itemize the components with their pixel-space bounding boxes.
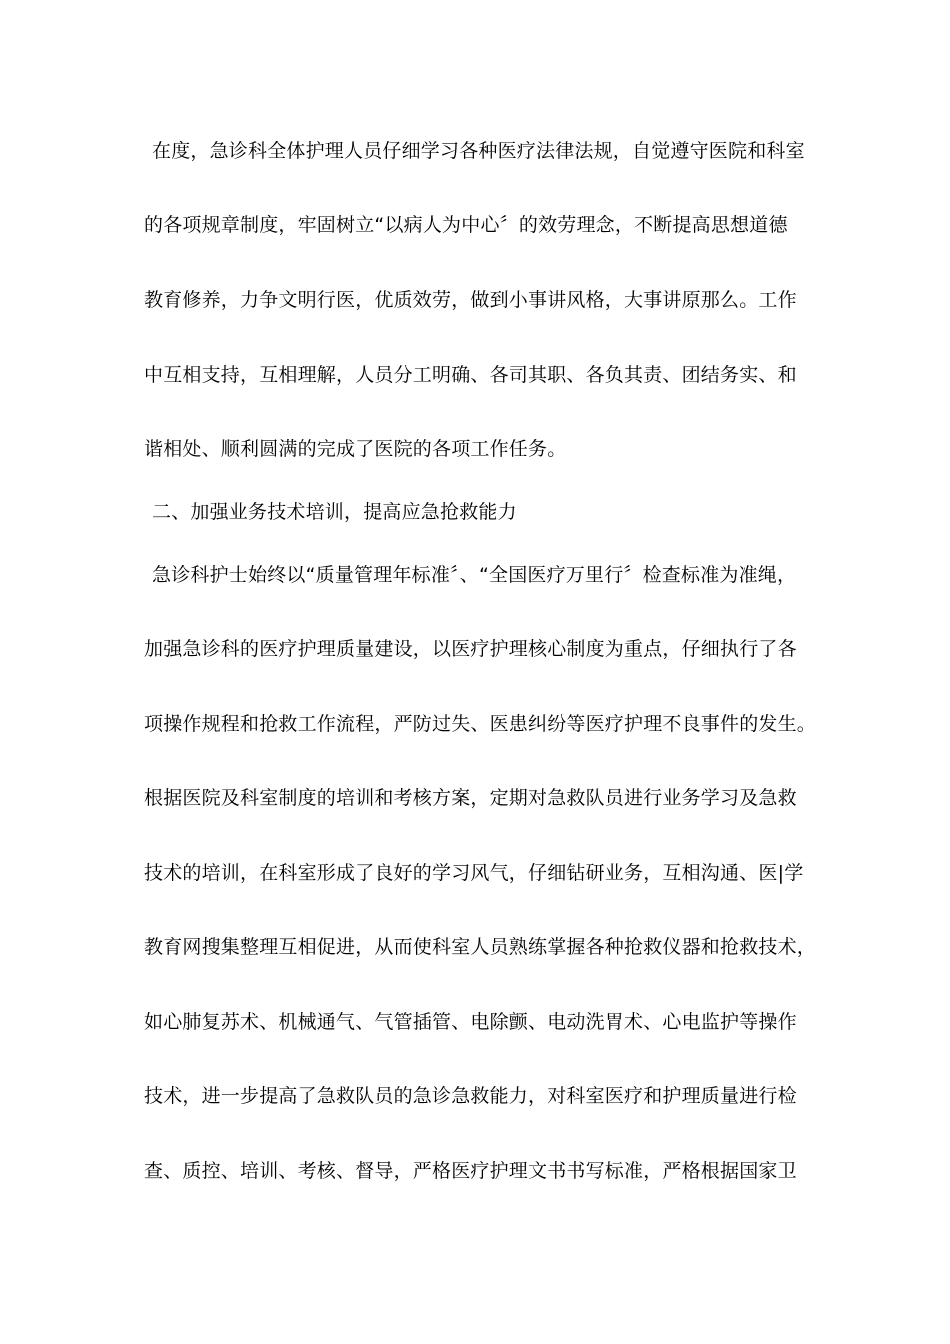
paragraph-line: 急诊科护士始终以“质量管理年标准〞、“全国医疗万里行〞检查标准为准绳， (152, 564, 797, 586)
paragraph-line: 在度，急诊科全体护理人员仔细学习各种医疗法律法规，自觉遵守医院和科室 (152, 140, 805, 162)
section-heading: 二、加强业务技术培训，提高应急抢救能力 (152, 501, 517, 523)
paragraph-line: 技术，进一步提高了急救队员的急诊急救能力，对科室医疗和护理质量进行检 (144, 1085, 797, 1107)
paragraph-line: 项操作规程和抢救工作流程，严防过失、医患纠纷等医疗护理不良事件的发生。 (144, 713, 817, 735)
paragraph-line: 加强急诊科的医疗护理质量建设，以医疗护理核心制度为重点，仔细执行了各 (144, 638, 797, 660)
paragraph-line: 根据医院及科室制度的培训和考核方案，定期对急救队员进行业务学习及急救 (144, 787, 797, 809)
paragraph-line: 教育修养，力争文明行医，优质效劳，做到小事讲风格，大事讲原那么。工作 (144, 289, 797, 311)
paragraph-line: 谐相处、顺利圆满的完成了医院的各项工作任务。 (144, 438, 567, 460)
paragraph-line: 教育网搜集整理互相促进，从而使科室人员熟练掌握各种抢救仪器和抢救技术， (144, 936, 817, 958)
paragraph-line: 技术的培训，在科室形成了良好的学习风气，仔细钻研业务，互相沟通、医|学 (144, 862, 804, 884)
paragraph-line: 中互相支持，互相理解，人员分工明确、各司其职、各负其责、团结务实、和 (144, 364, 797, 386)
paragraph-line: 如心肺复苏术、机械通气、气管插管、电除颤、电动洗胃术、心电监护等操作 (144, 1011, 797, 1033)
paragraph-line: 的各项规章制度，牢固树立“以病人为中心〞的效劳理念，不断提高思想道德 (144, 214, 788, 236)
paragraph-line: 查、质控、培训、考核、督导，严格医疗护理文书书写标准，严格根据国家卫 (144, 1160, 797, 1182)
